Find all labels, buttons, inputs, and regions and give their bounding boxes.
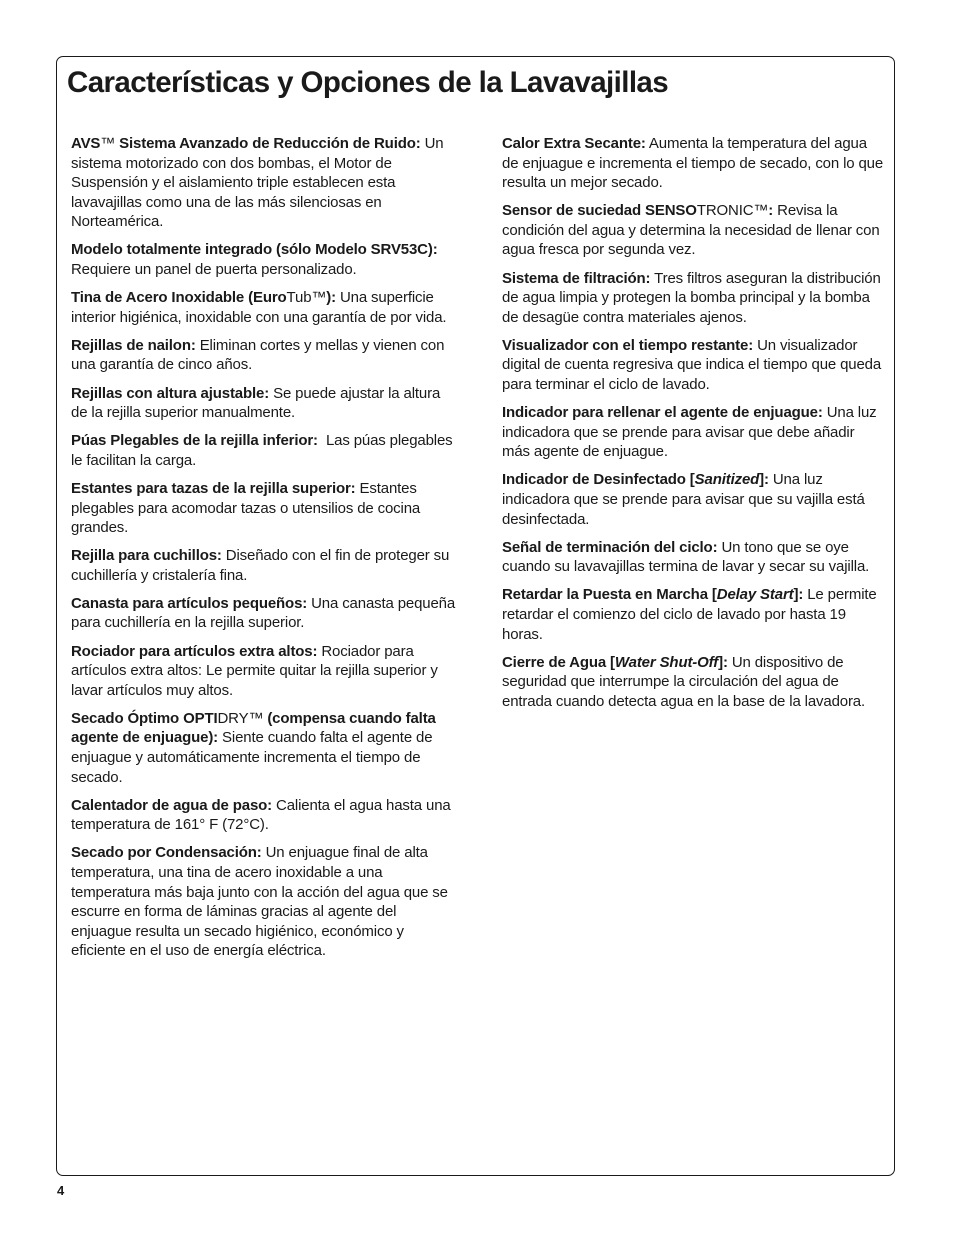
feature-item: Retardar la Puesta en Marcha [Delay Start]: Le permite retardar el comienzo del ciclo de lavado por hasta 19 horas. [502, 586, 877, 643]
feature-item: Sensor de suciedad SENSOTRONIC™: Revisa la condición del agua y determina la necesidad de llenar con agua fresca por segunda vez. [502, 202, 880, 259]
feature-item: Cierre de Agua [Water Shut-Off]: Un dispositivo de seguridad que interrumpe la circulación del agua de entrada cuando detecta agua en la base de la lavadora. [502, 653, 866, 710]
left-column [71, 134, 457, 969]
feature-item: Púas Plegables de la rejilla inferior: Las púas plegables le facilitan la carga. [71, 432, 457, 469]
feature-item: Sistema de filtración: Tres filtros aseguran la distribución de agua limpia y protegen la bomba principal y la bomba de desagüe contra materiales ajenos. [502, 269, 881, 326]
feature-item: Tina de Acero Inoxidable (EuroTub™): Una superficie interior higiénica, inoxidable con una garantía de por vida. [71, 289, 447, 326]
page-number: 4 [57, 1183, 65, 1198]
feature-item: Calentador de agua de paso: Calienta el agua hasta una temperatura de 161° F (72°C). [71, 796, 451, 834]
feature-item: Secado por Condensación: Un enjuague final de alta temperatura, una tina de acero inoxidable a una temperatura más baja junto con la acción del agua que se escurre en forma de láminas gracias al agente del enjuague resulta un secado higiénico, económico y eficiente en el uso de energía eléctrica. [71, 844, 448, 960]
feature-item: Indicador para rellenar el agente de enjuague: Una luz indicadora que se prende para avisar que debe añadir más agente de enjuague. [502, 404, 877, 461]
feature-item: Rejillas con altura ajustable: Se puede ajustar la altura de la rejilla superior manualmente. [71, 384, 441, 422]
feature-item: Visualizador con el tiempo restante: Un visualizador digital de cuenta regresiva que indica el tiempo que queda para terminar el ciclo de lavado. [502, 336, 882, 394]
feature-item: Secado Óptimo OPTIDRY™ (compensa cuando falta agente de enjuague): Siente cuando falta el agente de enjuague y automáticamente incrementa el tiempo de secado. [71, 709, 436, 786]
feature-item: Rociador para artículos extra altos: Rociador para artículos extra altos: Le permite quitar la rejilla superior y lavar artículos muy altos. [71, 642, 438, 699]
page-title: Características y Opciones de la Lavavajillas [67, 66, 669, 99]
feature-item: Canasta para artículos pequeños: Una canasta pequeña para cuchillería en la rejilla superior. [71, 594, 456, 632]
feature-item: AVS™ Sistema Avanzado de Reducción de Ruido: Un sistema motorizado con dos bombas, el Motor de Suspensión y el aislamiento triple establecen esta lavavajillas como una de las más silenciosas en Norteamérica. [71, 135, 444, 231]
feature-item: Calor Extra Secante: Aumenta la temperatura del agua de enjuague e incrementa el tiempo de secado, con lo que resulta un mejor secado. [502, 135, 884, 192]
feature-item: Rejilla para cuchillos: Diseñado con el fin de proteger su cuchillería y cristalería fina. [71, 547, 450, 584]
feature-item: Estantes para tazas de la rejilla superior: Estantes plegables para acomodar tazas o utensilios de cocina grandes. [71, 479, 421, 537]
feature-item: Modelo totalmente integrado (sólo Modelo SRV53C): Requiere un panel de puerta personalizado. [71, 241, 438, 279]
right-column [502, 134, 884, 720]
feature-item: Señal de terminación del ciclo: Un tono que se oye cuando su lavavajillas termina de lavar y secar su vajilla. [502, 538, 870, 576]
feature-item: Indicador de Desinfectado [Sanitized]: Una luz indicadora que se prende para avisar que su vajilla está desinfectada. [502, 471, 865, 528]
feature-item: Rejillas de nailon: Eliminan cortes y mellas y vienen con una garantía de cinco años. [71, 336, 445, 374]
